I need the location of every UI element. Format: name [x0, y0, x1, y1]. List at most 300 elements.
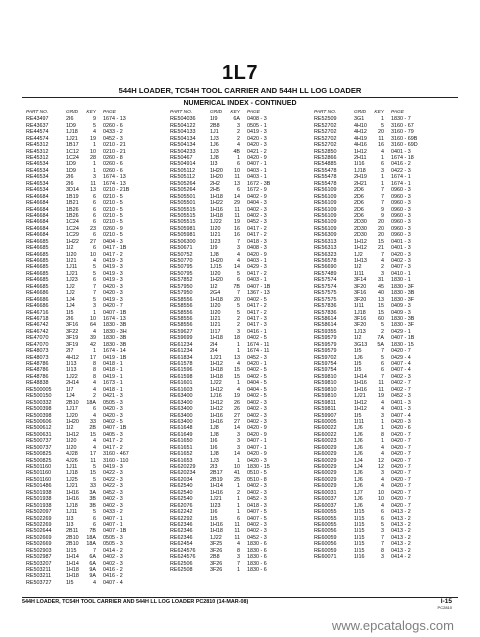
page-ref: 1830 - 6	[247, 560, 267, 567]
key-cell: 5	[93, 296, 96, 303]
grid-cell: 1J6	[354, 496, 363, 503]
key-cell: 7	[381, 193, 384, 200]
part-number: RE59810	[314, 373, 337, 380]
key-cell: 15	[90, 431, 96, 438]
key-cell: 1	[237, 457, 240, 464]
grid-cell: 4H16	[354, 142, 367, 149]
column-header-cell: KEY	[230, 110, 240, 115]
key-cell: 1	[93, 161, 96, 168]
grid-cell: 1H12	[354, 399, 367, 406]
key-cell: 2B	[89, 425, 96, 432]
page-ref: 0960 - 3	[391, 206, 411, 213]
grid-cell: 1H16	[210, 489, 223, 496]
key-cell: 5	[381, 322, 384, 329]
key-cell: 5	[93, 264, 96, 271]
key-cell: 20	[378, 129, 384, 136]
page-ref: 1674 - 1	[391, 180, 411, 187]
key-cell: 10	[90, 148, 96, 155]
key-cell: 4	[237, 258, 240, 265]
page-ref: 0402 - 3	[247, 412, 267, 419]
grid-cell: 3F26	[210, 547, 223, 554]
key-cell: 1	[381, 116, 384, 123]
page-ref: 3160 - 69B	[391, 135, 418, 142]
page-ref: 0407 - 1	[247, 444, 267, 451]
page-ref: 0401 - 3	[391, 148, 411, 155]
page-ref: 1830 - 3B	[103, 341, 127, 348]
part-number: RE62540	[170, 496, 193, 503]
section-title: NUMERICAL INDEX - CONTINUED	[183, 100, 297, 107]
grid-cell: 2D30	[354, 225, 367, 232]
key-cell: 1	[381, 174, 384, 181]
key-cell: 7	[237, 238, 240, 245]
part-number: RE56323	[314, 251, 337, 258]
page-ref: 0420 - 3	[391, 418, 411, 425]
part-number: RE52702	[314, 135, 337, 142]
part-number: RE46685	[26, 245, 49, 252]
grid-cell: 1H16	[210, 412, 223, 419]
part-number: RE47070	[26, 341, 49, 348]
part-number: RE60029	[314, 457, 337, 464]
grid-cell: 1J21	[66, 270, 78, 277]
key-cell: 19	[234, 219, 240, 226]
part-number: RE62292	[170, 515, 193, 522]
part-number: RE500150	[26, 393, 52, 400]
grid-cell: 3F26	[210, 560, 223, 567]
key-cell: 5A	[377, 341, 384, 348]
key-cell: 3	[381, 270, 384, 277]
page-ref: 0452 - 3	[247, 219, 267, 226]
part-number: RE59579	[314, 348, 337, 355]
page-ref: 1674 - 13	[103, 180, 126, 187]
key-cell: 19	[378, 393, 384, 400]
grid-cell: 1C24	[66, 155, 79, 162]
page-ref: 0505 - 3	[103, 541, 123, 548]
part-number: RE59754	[314, 361, 337, 368]
key-cell: 27	[234, 418, 240, 425]
part-number: RE46684	[26, 206, 49, 213]
key-cell: 7A	[377, 335, 384, 342]
grid-cell: 1I21	[66, 258, 77, 265]
page-ref: 1830 - 6	[247, 541, 267, 548]
key-cell: 2	[381, 264, 384, 271]
page-ref: 0418 - 1	[103, 386, 123, 393]
key-cell: 7	[381, 534, 384, 541]
part-number: RE43637	[26, 122, 49, 129]
part-number: RE57950	[170, 283, 193, 290]
key-cell: 15	[378, 303, 384, 310]
grid-cell: 2G4	[210, 290, 221, 297]
page-ref: 0407 - 1	[103, 521, 123, 528]
key-cell: 4	[237, 541, 240, 548]
key-cell: 19	[234, 393, 240, 400]
key-cell: 64	[90, 322, 96, 329]
grid-cell: 1I20	[210, 303, 221, 310]
part-number: RE45312	[26, 148, 49, 155]
part-number: RE46718	[26, 315, 49, 322]
key-cell: 6	[93, 406, 96, 413]
page-ref: 1830 - 3B	[391, 290, 415, 297]
grid-cell: 1C24	[66, 225, 79, 232]
part-number: RE46684	[26, 193, 49, 200]
page-ref: 0416 - 2	[103, 567, 123, 574]
part-number: RE504134	[170, 142, 196, 149]
part-number: RE60055	[314, 521, 337, 528]
grid-cell: 1I15	[354, 521, 365, 528]
grid-cell: 3F20	[354, 283, 367, 290]
part-number: RE61650	[170, 438, 193, 445]
part-number: RE48073	[26, 354, 49, 361]
header-rule	[22, 97, 458, 98]
key-cell: 15	[234, 367, 240, 374]
key-cell: 6	[93, 200, 96, 207]
page-ref: 0402 - 3	[247, 528, 267, 535]
page-ref: 0429 - 3	[247, 264, 267, 271]
page-ref: 0420 - 7	[391, 502, 411, 509]
page-ref: 0417 - 2	[247, 232, 267, 239]
key-cell: 27	[234, 412, 240, 419]
page-ref: 0420 - 9	[247, 431, 267, 438]
page-ref: 0960 - 3	[391, 200, 411, 207]
page-ref: 0413 - 2	[391, 521, 411, 528]
part-number: RE504133	[170, 129, 196, 136]
part-number: RE59810	[314, 393, 337, 400]
part-number: RE61653	[170, 457, 193, 464]
index-row	[26, 580, 139, 586]
grid-cell: 1J6	[354, 470, 363, 477]
part-number: RE506300	[170, 238, 196, 245]
page-ref: 0260 - 6	[103, 161, 123, 168]
part-number: RE52702	[314, 142, 337, 149]
key-cell: 8	[381, 547, 384, 554]
grid-cell: 1I15	[354, 541, 365, 548]
key-cell: 1	[381, 425, 384, 432]
grid-cell: 3F16	[354, 290, 367, 297]
page-ref: 0407 - 4	[391, 361, 411, 368]
grid-cell: 1H18	[210, 212, 223, 219]
part-number: RE60059	[314, 534, 337, 541]
key-cell: 4	[93, 258, 96, 265]
page-ref: 0402 - 5	[247, 296, 267, 303]
key-cell: 7	[237, 560, 240, 567]
page-ref: 0452 - 3	[391, 393, 411, 400]
part-number: RE62034	[170, 476, 193, 483]
grid-cell: 3F20	[354, 322, 367, 329]
page-ref: 3160 - 467	[103, 451, 129, 458]
part-number: RE505515	[170, 212, 196, 219]
grid-cell: 1H13	[354, 258, 367, 265]
part-number: RE58556	[170, 309, 193, 316]
part-number: RE46534	[26, 180, 49, 187]
index-column-2	[170, 110, 283, 573]
key-cell: 7	[93, 290, 96, 297]
key-cell: 6	[93, 245, 96, 252]
page-ref: 0407 - 3	[391, 264, 411, 271]
grid-cell: 4H10	[354, 122, 367, 129]
grid-cell: 1I2	[66, 245, 74, 252]
grid-cell: 1J4	[354, 457, 363, 464]
part-number: RE61234	[170, 341, 193, 348]
page-ref: 0407 - 4	[391, 412, 411, 419]
page-ref: 0413 - 2	[391, 515, 411, 522]
page-ref: 0416 - 1	[247, 328, 267, 335]
part-number: RE60071	[314, 554, 337, 561]
page-ref: 0404 - 5	[247, 380, 267, 387]
part-number: RE56578	[314, 258, 337, 265]
part-number: RE48786	[26, 361, 49, 368]
key-cell: 8	[93, 361, 96, 368]
grid-cell: 1I5	[210, 515, 218, 522]
part-number: RE61578	[170, 361, 193, 368]
page-ref: 3160 - 69D	[391, 142, 418, 149]
key-cell: 25	[234, 476, 240, 483]
key-cell: 2	[381, 328, 384, 335]
key-cell: 3	[381, 554, 384, 561]
grid-cell: 1D9	[66, 122, 76, 129]
key-cell: 6A	[89, 560, 96, 567]
grid-cell: 1J22	[66, 373, 78, 380]
key-cell: 8	[237, 547, 240, 554]
page-ref: 1830 - 3F	[391, 283, 415, 290]
key-cell: 4	[93, 438, 96, 445]
page-ref: 1674 - 14	[103, 348, 126, 355]
key-cell: 6	[93, 232, 96, 239]
part-number: RE60029	[314, 464, 337, 471]
grid-cell: 1H18	[66, 573, 79, 580]
key-cell: 3	[237, 438, 240, 445]
part-number: RE46685	[26, 258, 49, 265]
part-number: RE61601	[170, 380, 193, 387]
column-header-cell: PART NO.	[170, 110, 193, 115]
page-ref: 0210 - 5	[103, 193, 123, 200]
grid-cell: 1B19	[66, 193, 79, 200]
key-cell: 11	[234, 521, 240, 528]
grid-cell: 2B10	[66, 541, 79, 548]
page-ref: 0420 - 6	[391, 425, 411, 432]
grid-cell: 1J6	[354, 354, 363, 361]
grid-cell: 3D14	[66, 187, 79, 194]
part-number: RE56313	[314, 245, 337, 252]
part-number: RE60055	[314, 515, 337, 522]
grid-cell: 1J6	[354, 438, 363, 445]
part-number: RE502669	[26, 534, 52, 541]
grid-cell: 4H12	[354, 129, 367, 136]
key-cell: 7	[381, 200, 384, 207]
page-ref: 0960 - 3	[391, 212, 411, 219]
page-ref: 0417 - 1B	[103, 245, 127, 252]
page-ref: 1830 - 15	[247, 464, 270, 471]
part-number: RE504036	[170, 116, 196, 123]
page-ref: 0403 - 1	[247, 277, 267, 284]
part-number: RE60055	[314, 509, 337, 516]
grid-cell: 1I5	[354, 361, 362, 368]
grid-cell: 4H19	[354, 135, 367, 142]
page-ref: 0420 - 7	[391, 470, 411, 477]
grid-cell: 1J13	[354, 328, 366, 335]
part-number: RE50795	[170, 264, 193, 271]
key-cell: 13	[234, 180, 240, 187]
key-cell: 1	[381, 438, 384, 445]
grid-cell: 2B10	[66, 534, 79, 541]
part-number: RE58556	[170, 322, 193, 329]
page-ref: 1830 - 6	[247, 547, 267, 554]
part-number: RE505501	[170, 193, 196, 200]
key-cell: 11	[378, 380, 384, 387]
page-ref: 0417 - 2	[247, 225, 267, 232]
grid-cell: 1H22	[66, 238, 79, 245]
key-cell: 6	[381, 509, 384, 516]
page-ref: 0260 - 6	[103, 167, 123, 174]
part-number: RE56109	[314, 225, 337, 232]
grid-cell: 2H19	[354, 174, 367, 181]
grid-cell: 2I6	[66, 315, 74, 322]
grid-cell: 1I13	[66, 361, 77, 368]
grid-cell: 2H5	[210, 187, 220, 194]
part-number: RE48786	[26, 373, 49, 380]
page-ref: 0407 - 5	[247, 515, 267, 522]
page-ref: 1830 - 6	[247, 567, 267, 574]
key-cell: 12	[378, 464, 384, 471]
page-ref: 0404 - 3	[103, 238, 123, 245]
part-number: RE44574	[26, 135, 49, 142]
page-ref: 0413 - 2	[391, 541, 411, 548]
part-number: RE60029	[314, 483, 337, 490]
part-number: RE57836	[314, 303, 337, 310]
part-number: RE46685	[26, 264, 49, 271]
part-number: RE59579	[314, 341, 337, 348]
key-cell: 3A	[89, 489, 96, 496]
page-ref: 0402 - 9	[247, 193, 267, 200]
key-cell: 13	[90, 187, 96, 194]
key-cell: 6	[93, 206, 96, 213]
grid-cell: 2H2	[210, 180, 220, 187]
grid-cell: 1I11	[354, 418, 365, 425]
part-number: RE620234	[170, 470, 196, 477]
part-number: RE56109	[314, 193, 337, 200]
page-ref: 3160 - 67	[391, 122, 414, 129]
page-ref: 0420 - 7	[391, 457, 411, 464]
key-cell: 60	[378, 315, 384, 322]
key-cell: 1	[237, 341, 240, 348]
page-ref: 0402 - 3	[103, 496, 123, 503]
grid-cell: 1J6	[354, 451, 363, 458]
part-number: RE504122	[170, 122, 196, 129]
page-ref: 0401 - 3	[391, 399, 411, 406]
column-header-cell: KEY	[374, 110, 384, 115]
page-ref: 0452 - 3	[247, 496, 267, 503]
key-cell: 11	[378, 386, 384, 393]
page-ref: 0260 - 6	[103, 122, 123, 129]
key-cell: 4	[237, 142, 240, 149]
page-number-label: I-15	[440, 598, 452, 605]
page-ref: 1674 - 18	[391, 155, 414, 162]
page-ref: 0422 - 3	[103, 483, 123, 490]
grid-cell: 2I4	[210, 348, 218, 355]
part-number: RE60029	[314, 476, 337, 483]
grid-cell: 3F26	[210, 567, 223, 574]
key-cell: 4	[93, 386, 96, 393]
part-number: RE45312	[26, 142, 49, 149]
grid-cell: 1I3	[210, 161, 218, 168]
page-ref: 0260 - 9	[103, 225, 123, 232]
grid-cell: 1H12	[210, 406, 223, 413]
grid-cell: 1I9	[210, 245, 218, 252]
key-cell: 14	[234, 451, 240, 458]
key-cell: 2	[237, 489, 240, 496]
part-number: RE46685	[26, 277, 49, 284]
key-cell: 40	[378, 290, 384, 297]
key-cell: 6	[93, 277, 96, 284]
page-ref: 0420 - 7	[391, 489, 411, 496]
page-ref: 0404 - 3	[247, 200, 267, 207]
part-number: RE58614	[314, 322, 337, 329]
part-number: RE504233	[170, 148, 196, 155]
grid-cell: 1J8	[210, 431, 219, 438]
grid-cell: 2I7	[66, 348, 74, 355]
grid-cell: 1J6	[210, 142, 219, 149]
key-cell: 3	[237, 328, 240, 335]
page-ref: 0402 - 5	[247, 367, 267, 374]
grid-cell: 1H16	[210, 521, 223, 528]
part-number: RE46534	[26, 167, 49, 174]
page-ref: 0419 - 3	[103, 258, 123, 265]
part-number: RE60031	[314, 489, 337, 496]
grid-cell: 1H12	[354, 245, 367, 252]
grid-cell: 1H18	[210, 193, 223, 200]
part-number: RE58614	[314, 315, 337, 322]
part-number: RE63400	[170, 399, 193, 406]
grid-cell: 1J23	[66, 277, 78, 284]
grid-cell: 2H14	[66, 380, 79, 387]
key-cell: 4	[381, 148, 384, 155]
grid-cell: 1J2	[354, 251, 363, 258]
grid-cell: 1J8	[210, 155, 219, 162]
column-header-cell: PAGE	[103, 110, 116, 115]
part-number: RE59702	[314, 354, 337, 361]
page-number	[438, 598, 452, 610]
page-ref: 0420 - 7	[391, 483, 411, 490]
part-number: RE46716	[26, 309, 49, 316]
key-cell: 23	[90, 225, 96, 232]
grid-cell: 2B8	[210, 554, 220, 561]
part-number: RE46742	[26, 328, 49, 335]
column-header-cell: KEY	[86, 110, 96, 115]
page-ref: 0960 - 3	[391, 232, 411, 239]
part-number: RE56109	[314, 212, 337, 219]
part-number: RE61596	[170, 367, 193, 374]
page-ref: 0505 - 1	[247, 122, 267, 129]
grid-cell: 1I20	[210, 225, 221, 232]
page-ref: 0402 - 3	[247, 212, 267, 219]
page-ref: 0402 - 5	[247, 373, 267, 380]
part-number: RE502097	[26, 509, 52, 516]
page-ref: 1830 - 15	[391, 341, 414, 348]
page-ref: 1674 - 13	[103, 315, 126, 322]
page-ref: 0407 - 1B	[103, 309, 127, 316]
grid-cell: 1J6	[354, 476, 363, 483]
key-cell: 5	[93, 509, 96, 516]
key-cell: 10	[378, 496, 384, 503]
page-ref: 0401 - 3	[391, 245, 411, 252]
key-cell: 6	[93, 521, 96, 528]
key-cell: 4	[93, 444, 96, 451]
key-cell: 9	[93, 116, 96, 123]
part-number: RE62346	[170, 521, 193, 528]
part-number: RE503207	[26, 560, 52, 567]
part-number: RE624576	[170, 554, 196, 561]
page-ref: 0420 - 9	[247, 155, 267, 162]
key-cell: 3	[93, 174, 96, 181]
page-ref: 1367 - 13	[247, 290, 270, 297]
